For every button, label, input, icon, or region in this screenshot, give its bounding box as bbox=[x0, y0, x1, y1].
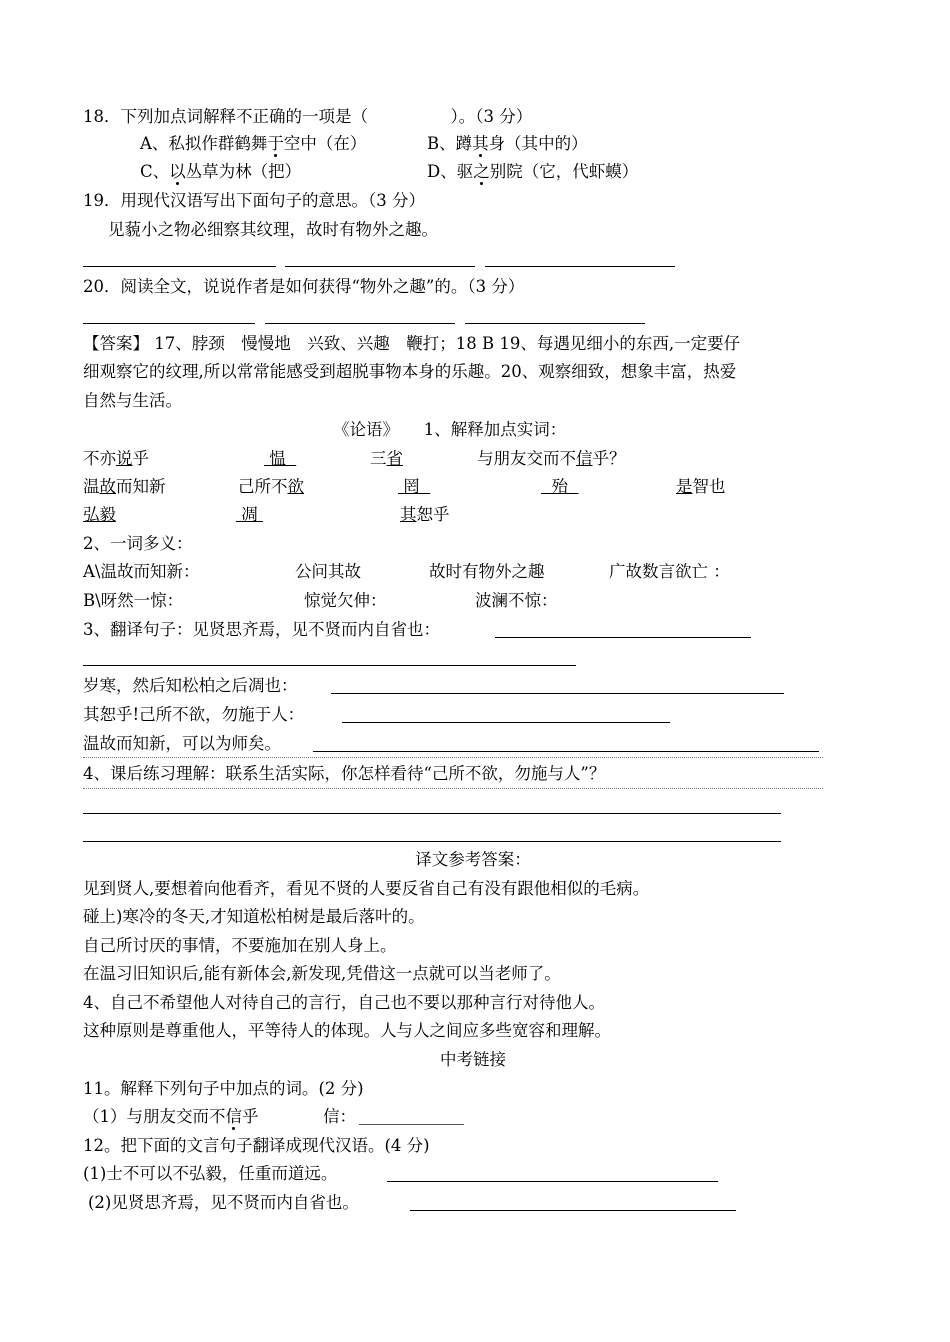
q18-stem: 18．下列加点词解释不正确的一项是（ ）。（3 分） bbox=[83, 107, 533, 126]
zhongkao-heading: 中考链接 bbox=[440, 1050, 506, 1069]
dotted-divider bbox=[83, 788, 823, 789]
q11-item-1: （1）与朋友交而不信乎 bbox=[83, 1107, 259, 1126]
polysemy-item: A\温故而知新： bbox=[83, 562, 200, 581]
q18-option-b: B、蹲其身（其中的） bbox=[427, 134, 588, 153]
vocab-item: 其恕乎 bbox=[400, 505, 450, 524]
q12-item-2: (2)见贤思齐焉，见不贤而内自省也。 bbox=[88, 1193, 359, 1212]
polysemy-item: 广故数言欲亡 ： bbox=[609, 562, 730, 581]
answer-blank[interactable] bbox=[410, 1210, 736, 1211]
vocab-item: 愠 bbox=[269, 449, 286, 468]
q11-item-1-label: 信： bbox=[323, 1107, 356, 1126]
vocab-item: 三省 bbox=[370, 449, 403, 468]
q19-sentence: 见藐小之物必细察其纹理，故时有物外之趣。 bbox=[108, 220, 438, 239]
answer-blank[interactable] bbox=[83, 665, 576, 666]
answer-blank[interactable] bbox=[331, 693, 784, 694]
polysemy-item: 故时有物外之趣 bbox=[429, 562, 545, 581]
vocab-item: 殆 bbox=[551, 477, 568, 496]
q18-option-a: A、私拟作群鹤舞于空中（在） bbox=[140, 134, 367, 153]
lunyu-heading: 《论语》 1、解释加点实词： bbox=[333, 420, 567, 439]
vocab-item: 温故而知新 bbox=[83, 477, 166, 496]
answer-blank[interactable] bbox=[495, 637, 751, 638]
answer-line-3: 自然与生活。 bbox=[83, 391, 182, 410]
answer-blank[interactable] bbox=[83, 841, 781, 842]
polysemy-heading: 2、一词多义： bbox=[83, 534, 193, 553]
reference-line: 碰上)寒冷的冬天,才知道松柏树是最后落叶的。 bbox=[83, 907, 425, 926]
dotted-divider bbox=[83, 757, 823, 758]
vocab-item: 凋 bbox=[241, 505, 258, 524]
answer-blank[interactable] bbox=[83, 813, 781, 814]
emphasis-dot: 其 bbox=[472, 134, 489, 153]
q20-stem: 20．阅读全文，说说作者是如何获得“物外之趣”的。（3 分） bbox=[83, 277, 525, 296]
q12-stem: 12。把下面的文言句子翻译成现代汉语。(4 分) bbox=[83, 1136, 430, 1155]
reference-line: 在温习旧知识后,能有新体会,新发现,凭借这一点就可以当老师了。 bbox=[83, 964, 561, 983]
vocab-item: 是智也 bbox=[676, 477, 726, 496]
vocab-item: 己所不欲 bbox=[238, 477, 304, 496]
answer-blank[interactable] bbox=[485, 266, 675, 267]
reference-line: 4、自己不希望他人对待自己的言行，自己也不要以那种言行对待他人。 bbox=[83, 993, 605, 1012]
q18-option-d: D、驱之别院（它，代虾蟆） bbox=[427, 162, 639, 181]
vocab-item: 弘毅 bbox=[83, 505, 116, 524]
polysemy-item: 波澜不惊： bbox=[475, 591, 558, 610]
translation-heading: 3、翻译句子：见贤思齐焉，见不贤而内自省也： bbox=[83, 620, 440, 639]
emphasis-dot: 于 bbox=[267, 134, 284, 153]
answer-line-2: 细观察它的纹理,所以常常能感受到超脱事物本身的乐趣。20、观察细致，想象丰富，热爱 bbox=[83, 362, 737, 381]
answer-blank[interactable] bbox=[465, 323, 645, 324]
answer-blank[interactable] bbox=[387, 1181, 718, 1182]
reference-line: 见到贤人,要想着向他看齐，看见不贤的人要反省自己有没有跟他相似的毛病。 bbox=[83, 879, 650, 898]
answer-line-1: 【答案】 17、脖颈 慢慢地 兴致、兴趣 鞭打；18 B 19、每遇见细小的东西,一定要仔 bbox=[83, 334, 741, 353]
answer-blank[interactable] bbox=[359, 1124, 464, 1125]
translation-item: 岁寒，然后知松柏之后凋也： bbox=[83, 676, 298, 695]
reference-heading: 译文参考答案： bbox=[415, 850, 531, 869]
polysemy-item: 公问其故 bbox=[295, 562, 361, 581]
reference-line: 这种原则是尊重他人，平等待人的体现。人与人之间应多些宽容和理解。 bbox=[83, 1021, 611, 1040]
q18-option-c: C、以丛草为林（把） bbox=[140, 162, 302, 181]
answer-blank[interactable] bbox=[265, 323, 455, 324]
answer-blank[interactable] bbox=[83, 266, 276, 267]
exercise-question: 4、课后练习理解：联系生活实际，你怎样看待“己所不欲，勿施与人”？ bbox=[83, 764, 606, 783]
answer-blank[interactable] bbox=[342, 722, 670, 723]
q19-stem: 19．用现代汉语写出下面句子的意思。（3 分） bbox=[83, 191, 425, 210]
emphasis-dot: 以 bbox=[169, 162, 186, 181]
polysemy-item: B\呀然一惊： bbox=[83, 591, 184, 610]
answer-blank[interactable] bbox=[285, 266, 475, 267]
vocab-item: 罔 bbox=[403, 477, 420, 496]
answer-blank[interactable] bbox=[83, 323, 255, 324]
polysemy-item: 惊觉欠伸： bbox=[304, 591, 387, 610]
vocab-item: 不亦说乎 bbox=[83, 449, 149, 468]
reference-line: 自己所讨厌的事情，不要施加在别人身上。 bbox=[83, 936, 397, 955]
vocab-item: 与朋友交而不信乎？ bbox=[477, 449, 626, 468]
translation-item: 其恕乎!己所不欲，勿施于人： bbox=[83, 705, 305, 724]
q11-stem: 11。解释下列句子中加点的词。(2 分) bbox=[83, 1079, 364, 1098]
emphasis-dot: 之 bbox=[473, 162, 490, 181]
q12-item-1: (1)士不可以不弘毅，任重而道远。 bbox=[83, 1164, 338, 1183]
emphasis-dot: 信 bbox=[225, 1107, 242, 1126]
answer-blank[interactable] bbox=[313, 751, 819, 752]
translation-item: 温故而知新，可以为师矣。 bbox=[83, 734, 281, 753]
